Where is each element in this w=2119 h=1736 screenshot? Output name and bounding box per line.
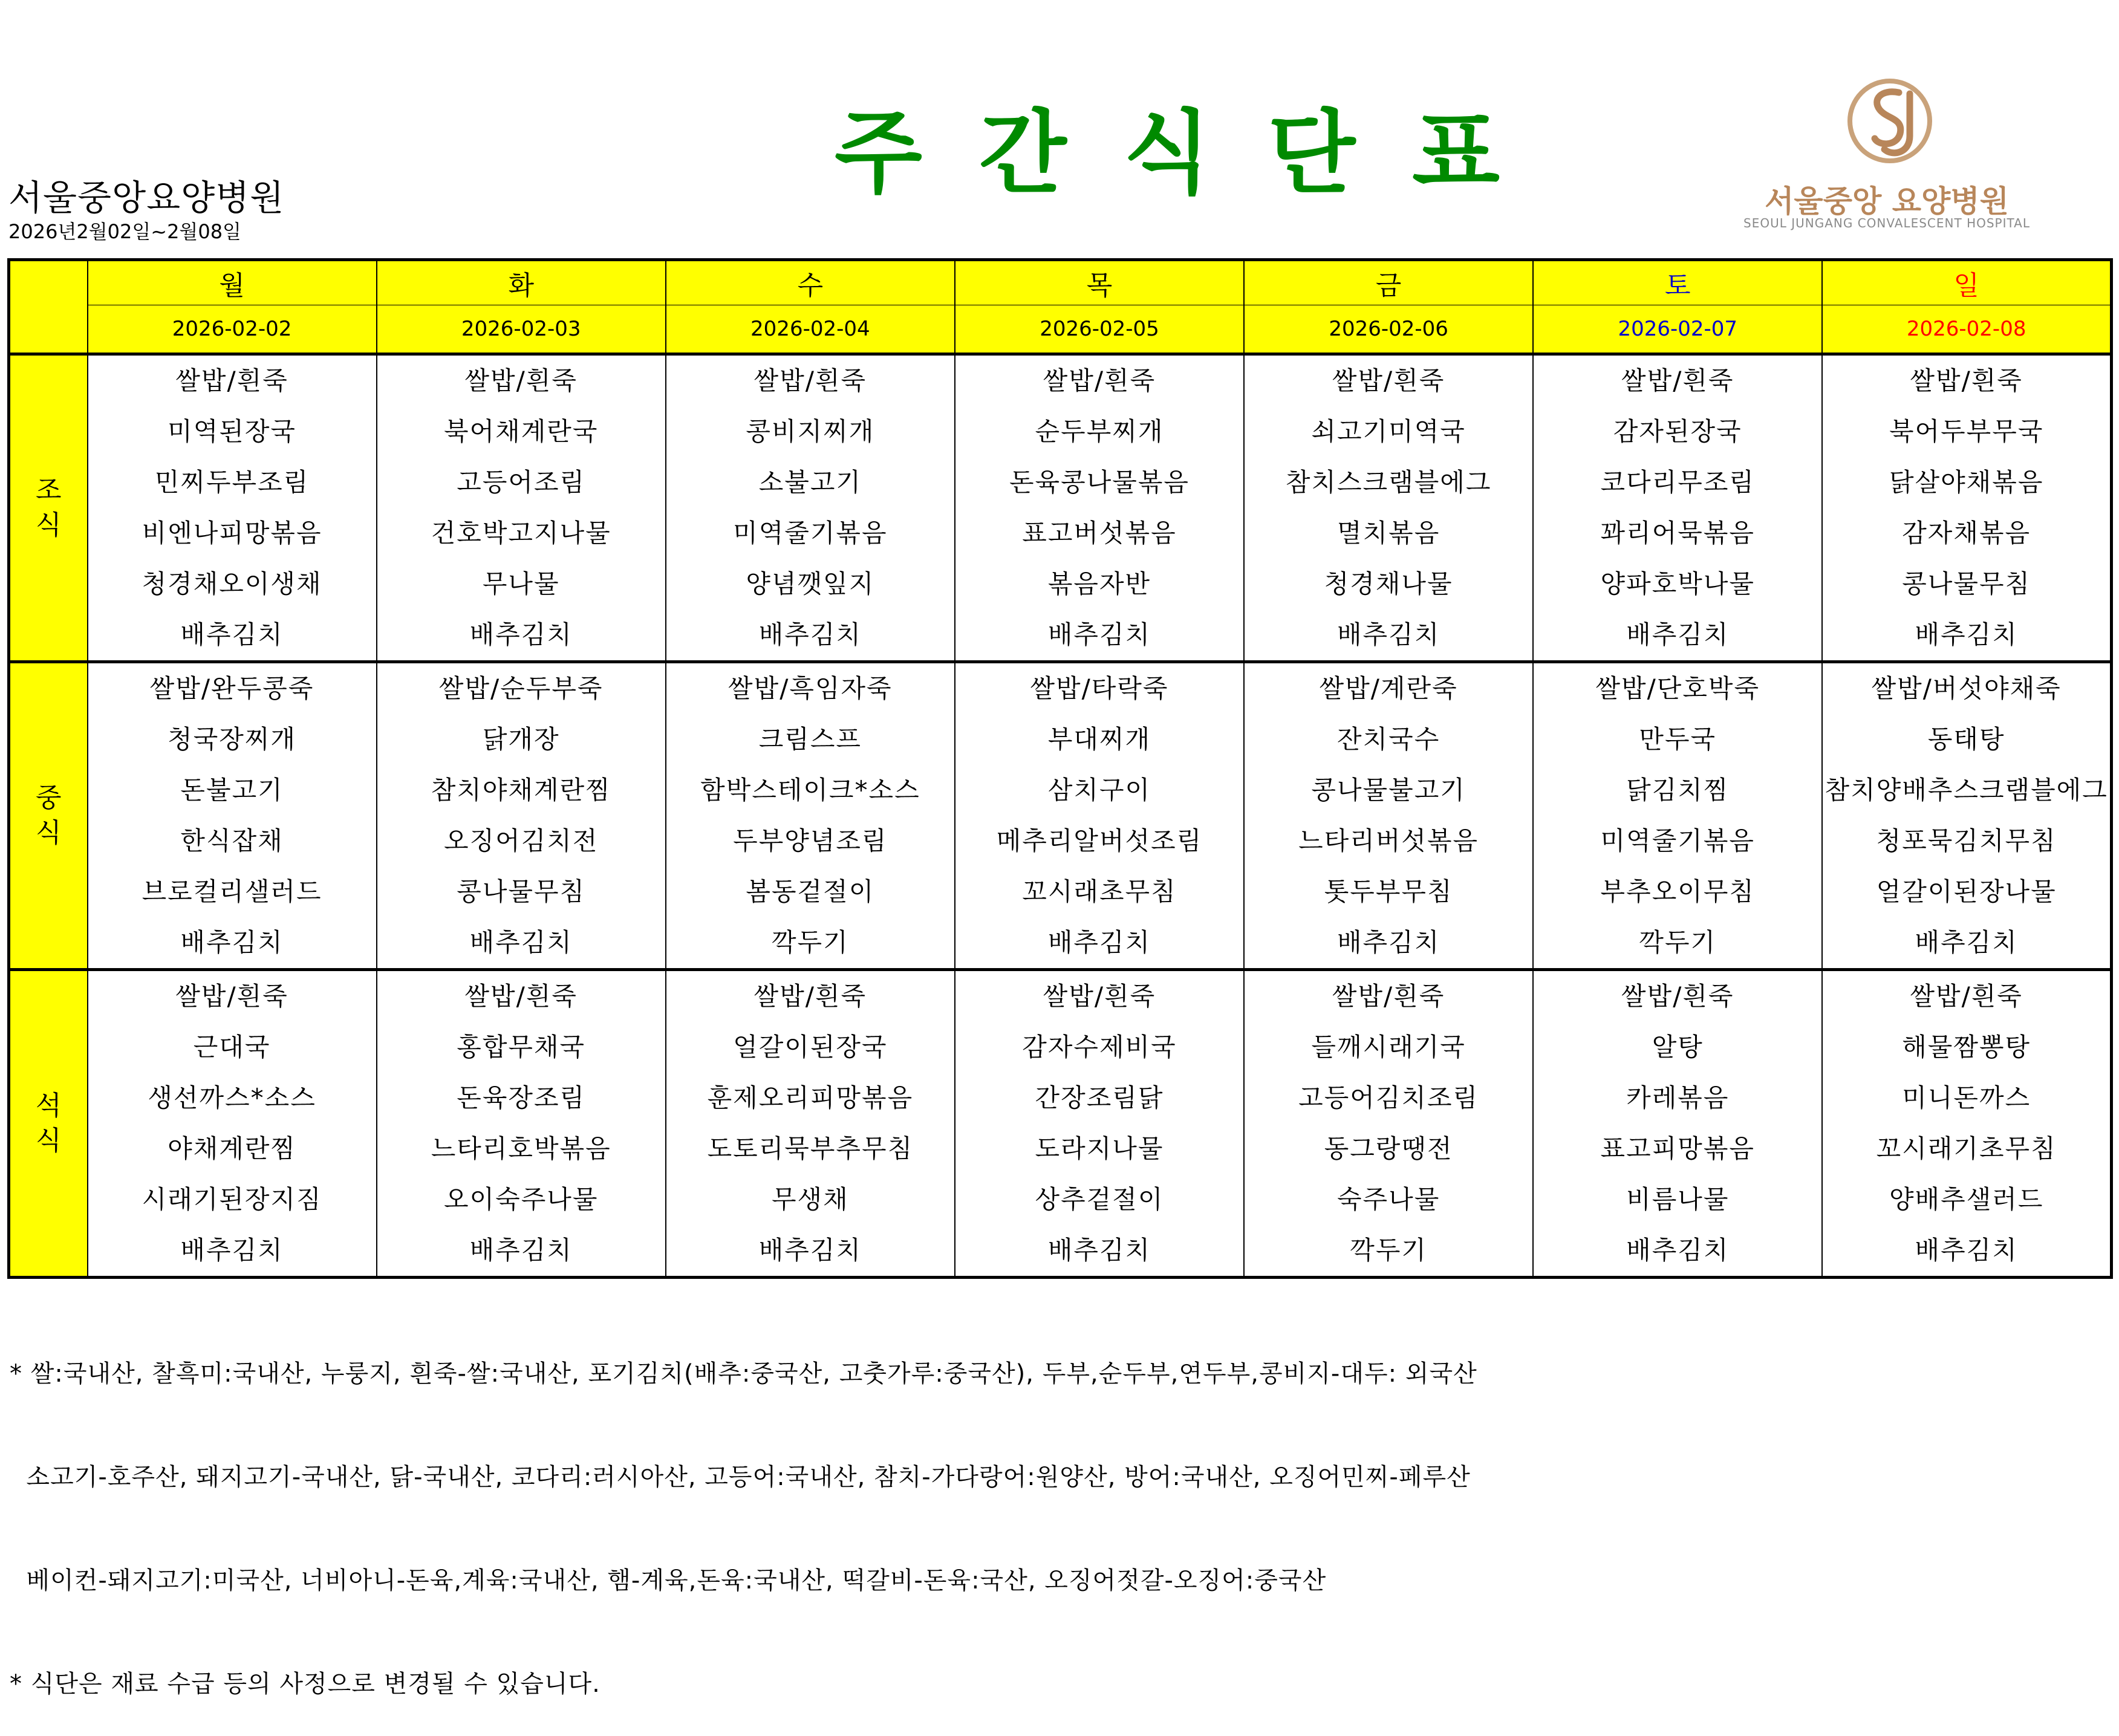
menu-row xyxy=(9,970,2112,1022)
logo-emblem-icon xyxy=(1832,76,1947,166)
day-header: 금 xyxy=(1244,260,1533,305)
menu-row xyxy=(9,866,2112,917)
weekly-menu-table xyxy=(7,258,2113,1279)
title-char: 식 xyxy=(1123,101,1211,206)
hospital-name: 서울중앙요양병원 xyxy=(8,177,285,218)
menu-item: 쌀밥/단호박죽 xyxy=(1533,662,1822,715)
menu-item: 쌀밥/흰죽 xyxy=(88,354,377,407)
title-char: 단 xyxy=(1268,101,1356,206)
menu-item: 해물짬뽕탕 xyxy=(1822,1022,2111,1073)
menu-item: 알탕 xyxy=(1533,1022,1822,1073)
menu-item: 잔치국수 xyxy=(1244,714,1533,765)
menu-item: 순두부찌개 xyxy=(955,406,1244,457)
menu-item: 콩나물무침 xyxy=(1822,559,2111,610)
menu-item: 청포묵김치무침 xyxy=(1822,816,2111,866)
menu-item: 쌀밥/흰죽 xyxy=(1822,354,2111,407)
note-line: * 식단은 재료 수급 등의 사정으로 변경될 수 있습니다. xyxy=(10,1670,601,1698)
menu-item: 쌀밥/계란죽 xyxy=(1244,662,1533,715)
menu-item: 브로컬리샐러드 xyxy=(88,866,377,917)
meal-label-char: 식 xyxy=(35,1125,62,1156)
meal-label-char: 조 xyxy=(35,475,62,506)
menu-item: 배추김치 xyxy=(377,610,666,662)
menu-row xyxy=(9,1073,2112,1123)
menu-item: 쌀밥/흰죽 xyxy=(666,970,955,1022)
menu-item: 배추김치 xyxy=(666,610,955,662)
menu-item: 쌀밥/완두콩죽 xyxy=(88,662,377,715)
menu-item: 닭김치찜 xyxy=(1533,765,1822,816)
date-header: 2026-02-04 xyxy=(666,305,955,354)
menu-item: 돈육장조림 xyxy=(377,1073,666,1123)
meal-label-char: 식 xyxy=(35,818,62,848)
menu-row xyxy=(9,508,2112,559)
menu-item: 깍두기 xyxy=(666,917,955,970)
menu-row xyxy=(9,1174,2112,1225)
menu-item: 참치양배추스크램블에그 xyxy=(1822,765,2111,816)
menu-item: 배추김치 xyxy=(955,1225,1244,1278)
menu-item: 배추김치 xyxy=(88,917,377,970)
menu-item: 감자수제비국 xyxy=(955,1022,1244,1073)
menu-item: 근대국 xyxy=(88,1022,377,1073)
menu-item: 배추김치 xyxy=(88,610,377,662)
menu-item: 쌀밥/버섯야채죽 xyxy=(1822,662,2111,715)
menu-item: 쌀밥/흰죽 xyxy=(955,354,1244,407)
date-header-sunday: 2026-02-08 xyxy=(1822,305,2111,354)
menu-row xyxy=(9,610,2112,662)
menu-item: 코다리무조림 xyxy=(1533,457,1822,508)
menu-item: 부대찌개 xyxy=(955,714,1244,765)
meal-label-char: 석 xyxy=(35,1090,62,1121)
menu-item: 소불고기 xyxy=(666,457,955,508)
menu-item: 양념깻잎지 xyxy=(666,559,955,610)
meal-label xyxy=(9,662,88,970)
menu-item: 감자된장국 xyxy=(1533,406,1822,457)
date-header: 2026-02-06 xyxy=(1244,305,1533,354)
menu-item: 쌀밥/흰죽 xyxy=(377,354,666,407)
menu-item: 닭개장 xyxy=(377,714,666,765)
menu-item: 삼치구이 xyxy=(955,765,1244,816)
menu-row xyxy=(9,917,2112,970)
day-header-row xyxy=(9,260,2112,305)
menu-item: 양배추샐러드 xyxy=(1822,1174,2111,1225)
menu-item: 멸치볶음 xyxy=(1244,508,1533,559)
menu-item: 배추김치 xyxy=(1244,610,1533,662)
menu-item: 꼬시래기초무침 xyxy=(1822,1123,2111,1174)
menu-item: 쌀밥/흰죽 xyxy=(1244,354,1533,407)
menu-item: 봄동겉절이 xyxy=(666,866,955,917)
menu-item: 고등어조림 xyxy=(377,457,666,508)
menu-item: 도토리묵부추무침 xyxy=(666,1123,955,1174)
menu-item: 배추김치 xyxy=(1822,1225,2111,1278)
menu-row xyxy=(9,714,2112,765)
hospital-logo xyxy=(1730,76,2044,239)
menu-item: 만두국 xyxy=(1533,714,1822,765)
menu-item: 쌀밥/흰죽 xyxy=(1533,354,1822,407)
note-line: 소고기-호주산, 돼지고기-국내산, 닭-국내산, 코다리:러시아산, 고등어:국내산, 참치-가다랑어:원양산, 방어:국내산, 오징어민찌-페루산 xyxy=(10,1463,1471,1491)
date-header: 2026-02-02 xyxy=(88,305,377,354)
menu-item: 배추김치 xyxy=(955,610,1244,662)
menu-item: 느타리버섯볶음 xyxy=(1244,816,1533,866)
menu-item: 쌀밥/순두부죽 xyxy=(377,662,666,715)
menu-item: 무생채 xyxy=(666,1174,955,1225)
menu-item: 콩나물불고기 xyxy=(1244,765,1533,816)
menu-item: 참치스크램블에그 xyxy=(1244,457,1533,508)
menu-item: 표고버섯볶음 xyxy=(955,508,1244,559)
menu-item: 쌀밥/흑임자죽 xyxy=(666,662,955,715)
menu-item: 북어채계란국 xyxy=(377,406,666,457)
menu-item: 북어두부무국 xyxy=(1822,406,2111,457)
menu-item: 배추김치 xyxy=(666,1225,955,1278)
date-range: 2026년2월02일~2월08일 xyxy=(8,220,241,243)
menu-item: 쌀밥/타락죽 xyxy=(955,662,1244,715)
meal-label-char: 식 xyxy=(35,510,62,541)
menu-item: 표고피망볶음 xyxy=(1533,1123,1822,1174)
menu-row xyxy=(9,1123,2112,1174)
menu-item: 꽈리어묵볶음 xyxy=(1533,508,1822,559)
menu-row xyxy=(9,1225,2112,1278)
day-header: 목 xyxy=(955,260,1244,305)
menu-item: 미역된장국 xyxy=(88,406,377,457)
menu-item: 배추김치 xyxy=(1244,917,1533,970)
menu-item: 쌀밥/흰죽 xyxy=(88,970,377,1022)
menu-item: 배추김치 xyxy=(1822,610,2111,662)
menu-item: 동그랑땡전 xyxy=(1244,1123,1533,1174)
menu-item: 얼갈이된장국 xyxy=(666,1022,955,1073)
menu-item: 한식잡채 xyxy=(88,816,377,866)
title-char: 주 xyxy=(835,101,922,206)
menu-item: 배추김치 xyxy=(1822,917,2111,970)
menu-item: 참치야채계란찜 xyxy=(377,765,666,816)
menu-item: 감자채볶음 xyxy=(1822,508,2111,559)
menu-item: 건호박고지나물 xyxy=(377,508,666,559)
menu-item: 배추김치 xyxy=(88,1225,377,1278)
menu-item: 배추김치 xyxy=(955,917,1244,970)
menu-item: 배추김치 xyxy=(377,917,666,970)
menu-item: 닭살야채볶음 xyxy=(1822,457,2111,508)
logo-name: 서울중앙 요양병원 xyxy=(1765,184,2009,219)
menu-item: 오징어김치전 xyxy=(377,816,666,866)
menu-item: 청경채나물 xyxy=(1244,559,1533,610)
menu-row xyxy=(9,354,2112,407)
menu-item: 크림스프 xyxy=(666,714,955,765)
menu-item: 느타리호박볶음 xyxy=(377,1123,666,1174)
day-header: 수 xyxy=(666,260,955,305)
date-header: 2026-02-05 xyxy=(955,305,1244,354)
menu-item: 쌀밥/흰죽 xyxy=(1822,970,2111,1022)
menu-item: 민찌두부조림 xyxy=(88,457,377,508)
menu-item: 도라지나물 xyxy=(955,1123,1244,1174)
note-line: * 쌀:국내산, 찰흑미:국내산, 누룽지, 흰죽-쌀:국내산, 포기김치(배추:중국산, 고춧가루:중국산), 두부,순두부,연두부,콩비지-대두: 외국산 xyxy=(10,1360,1477,1388)
menu-item: 두부양념조림 xyxy=(666,816,955,866)
menu-item: 상추겉절이 xyxy=(955,1174,1244,1225)
day-header-sunday: 일 xyxy=(1822,260,2111,305)
menu-item: 미니돈까스 xyxy=(1822,1073,2111,1123)
menu-item: 돈육콩나물볶음 xyxy=(955,457,1244,508)
date-header: 2026-02-03 xyxy=(377,305,666,354)
title-char: 표 xyxy=(1412,101,1500,206)
menu-item: 비름나물 xyxy=(1533,1174,1822,1225)
menu-item: 콩나물무침 xyxy=(377,866,666,917)
menu-item: 배추김치 xyxy=(1533,1225,1822,1278)
meal-label xyxy=(9,354,88,662)
menu-row xyxy=(9,559,2112,610)
menu-item: 미역줄기볶음 xyxy=(666,508,955,559)
menu-item: 카레볶음 xyxy=(1533,1073,1822,1123)
logo-subtitle: SEOUL JUNGANG CONVALESCENT HOSPITAL xyxy=(1743,216,2030,230)
menu-item: 양파호박나물 xyxy=(1533,559,1822,610)
menu-item: 콩비지찌개 xyxy=(666,406,955,457)
note-line: 베이컨-돼지고기:미국산, 너비아니-돈육,계육:국내산, 햄-계육,돈육:국내산, 떡갈비-돈육:국산, 오징어젓갈-오징어:중국산 xyxy=(10,1567,1327,1595)
menu-item: 야채계란찜 xyxy=(88,1123,377,1174)
menu-item: 꼬시래초무침 xyxy=(955,866,1244,917)
menu-item: 청국장찌개 xyxy=(88,714,377,765)
menu-item: 깍두기 xyxy=(1244,1225,1533,1278)
menu-row xyxy=(9,457,2112,508)
menu-item: 쌀밥/흰죽 xyxy=(666,354,955,407)
menu-item: 들깨시래기국 xyxy=(1244,1022,1533,1073)
menu-item: 고등어김치조림 xyxy=(1244,1073,1533,1123)
meal-label xyxy=(9,970,88,1278)
menu-item: 동태탕 xyxy=(1822,714,2111,765)
day-header-saturday: 토 xyxy=(1533,260,1822,305)
menu-item: 부추오이무침 xyxy=(1533,866,1822,917)
menu-item: 미역줄기볶음 xyxy=(1533,816,1822,866)
date-header-row xyxy=(9,305,2112,354)
menu-row xyxy=(9,765,2112,816)
day-header: 월 xyxy=(88,260,377,305)
menu-item: 얼갈이된장나물 xyxy=(1822,866,2111,917)
title-char: 간 xyxy=(978,101,1067,206)
menu-item: 오이숙주나물 xyxy=(377,1174,666,1225)
menu-item: 무나물 xyxy=(377,559,666,610)
menu-row xyxy=(9,816,2112,866)
menu-item: 볶음자반 xyxy=(955,559,1244,610)
menu-item: 돈불고기 xyxy=(88,765,377,816)
menu-item: 깍두기 xyxy=(1533,917,1822,970)
menu-item: 함박스테이크*소스 xyxy=(666,765,955,816)
menu-row xyxy=(9,662,2112,715)
menu-item: 숙주나물 xyxy=(1244,1174,1533,1225)
meal-label-char: 중 xyxy=(35,782,62,813)
menu-item: 톳두부무침 xyxy=(1244,866,1533,917)
menu-item: 청경채오이생채 xyxy=(88,559,377,610)
menu-item: 훈제오리피망볶음 xyxy=(666,1073,955,1123)
date-header-saturday: 2026-02-07 xyxy=(1533,305,1822,354)
menu-item: 배추김치 xyxy=(1533,610,1822,662)
page-title xyxy=(835,91,1500,206)
menu-item: 생선까스*소스 xyxy=(88,1073,377,1123)
menu-item: 비엔나피망볶음 xyxy=(88,508,377,559)
menu-item: 배추김치 xyxy=(377,1225,666,1278)
menu-item: 쌀밥/흰죽 xyxy=(1244,970,1533,1022)
origin-notes xyxy=(10,1288,1477,1736)
menu-item: 쌀밥/흰죽 xyxy=(1533,970,1822,1022)
menu-item: 쌀밥/흰죽 xyxy=(377,970,666,1022)
day-header: 화 xyxy=(377,260,666,305)
menu-item: 메추리알버섯조림 xyxy=(955,816,1244,866)
menu-item: 홍합무채국 xyxy=(377,1022,666,1073)
menu-row xyxy=(9,406,2112,457)
menu-item: 간장조림닭 xyxy=(955,1073,1244,1123)
corner-cell xyxy=(9,260,88,354)
menu-item: 시래기된장지짐 xyxy=(88,1174,377,1225)
menu-row xyxy=(9,1022,2112,1073)
menu-item: 쌀밥/흰죽 xyxy=(955,970,1244,1022)
menu-item: 쇠고기미역국 xyxy=(1244,406,1533,457)
